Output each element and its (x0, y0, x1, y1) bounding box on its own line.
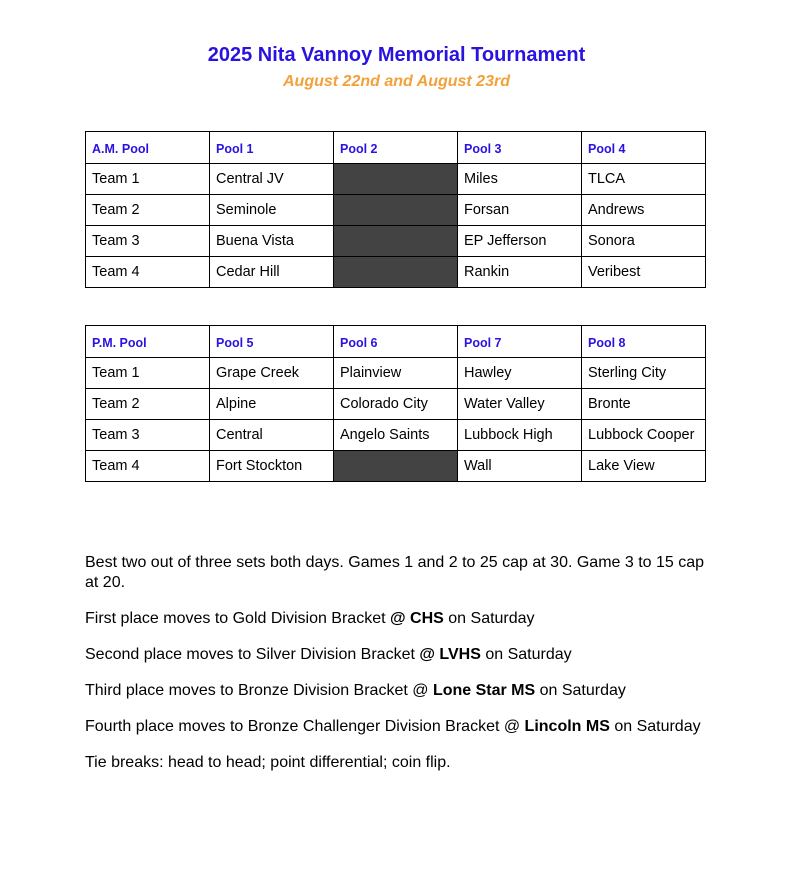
table-row (86, 226, 706, 257)
venue-bold: Lincoln MS (524, 718, 610, 735)
team-cell: Veribest (582, 257, 706, 288)
team-label: Team 4 (86, 451, 210, 482)
team-cell: Colorado City (334, 389, 458, 420)
note-text: Third place moves to Bronze Division Bracket @ (85, 682, 433, 699)
note-text: on Saturday (443, 610, 535, 627)
team-cell: Cedar Hill (210, 257, 334, 288)
empty-cell (334, 164, 458, 195)
empty-cell (334, 451, 458, 482)
table-row (86, 257, 706, 288)
venue-bold: Lone Star MS (432, 682, 536, 699)
team-cell: TLCA (582, 164, 706, 195)
team-cell: Sterling City (582, 358, 706, 389)
team-cell: Wall (458, 451, 582, 482)
team-label: Team 3 (86, 420, 210, 451)
table-row (86, 420, 706, 451)
header-cell: Pool 5 (210, 326, 334, 358)
header-cell: P.M. Pool (86, 326, 210, 358)
team-cell: Fort Stockton (210, 451, 334, 482)
venue-bold: @ CHS (390, 610, 444, 627)
team-label: Team 1 (86, 358, 210, 389)
tournament-notes (85, 553, 710, 789)
team-cell: Central (210, 420, 334, 451)
team-cell: EP Jefferson (458, 226, 582, 257)
team-cell: Grape Creek (210, 358, 334, 389)
team-label: Team 2 (86, 195, 210, 226)
empty-cell (334, 226, 458, 257)
table-row (86, 195, 706, 226)
fourth-place-note (85, 717, 710, 737)
tiebreak-note: Tie breaks: head to head; point differential; coin flip. (85, 754, 451, 771)
team-cell: Hawley (458, 358, 582, 389)
team-cell: Alpine (210, 389, 334, 420)
table-row (86, 389, 706, 420)
note-text: Fourth place moves to Bronze Challenger Division Bracket @ (85, 718, 525, 735)
team-label: Team 4 (86, 257, 210, 288)
team-cell: Seminole (210, 195, 334, 226)
page-subtitle: August 22nd and August 23rd (283, 73, 510, 90)
empty-cell (334, 195, 458, 226)
team-cell: Lubbock Cooper (582, 420, 706, 451)
format-note: Best two out of three sets both days. Games 1 and 2 to 25 cap at 30. Game 3 to 15 cap at 20. (85, 554, 705, 591)
third-place-note (85, 681, 710, 701)
table-row (86, 164, 706, 195)
header-cell: Pool 4 (582, 132, 706, 164)
table-row (86, 358, 706, 389)
header-cell: Pool 7 (458, 326, 582, 358)
note-text: on Saturday (609, 718, 701, 735)
first-place-note (85, 609, 710, 629)
team-cell: Sonora (582, 226, 706, 257)
team-cell: Lake View (582, 451, 706, 482)
table-header-row (86, 326, 706, 358)
team-cell: Buena Vista (210, 226, 334, 257)
header-cell: Pool 8 (582, 326, 706, 358)
team-cell: Miles (458, 164, 582, 195)
note-text: on Saturday (535, 682, 626, 699)
note-text: First place moves to Gold Division Bracket (85, 610, 390, 627)
am-pool-table (85, 131, 706, 288)
team-cell: Andrews (582, 195, 706, 226)
header-cell: Pool 6 (334, 326, 458, 358)
header-cell: Pool 3 (458, 132, 582, 164)
header-cell: Pool 2 (334, 132, 458, 164)
table-row (86, 451, 706, 482)
team-label: Team 3 (86, 226, 210, 257)
empty-cell (334, 257, 458, 288)
header-cell: Pool 1 (210, 132, 334, 164)
team-cell: Plainview (334, 358, 458, 389)
team-cell: Bronte (582, 389, 706, 420)
table-header-row (86, 132, 706, 164)
team-cell: Forsan (458, 195, 582, 226)
venue-bold: @ LVHS (419, 646, 481, 663)
header-cell: A.M. Pool (86, 132, 210, 164)
team-cell: Central JV (210, 164, 334, 195)
note-text: Second place moves to Silver Division Bracket (85, 646, 420, 663)
team-label: Team 2 (86, 389, 210, 420)
team-cell: Water Valley (458, 389, 582, 420)
note-text: on Saturday (480, 646, 572, 663)
page-title: 2025 Nita Vannoy Memorial Tournament (207, 44, 586, 66)
team-cell: Angelo Saints (334, 420, 458, 451)
team-cell: Rankin (458, 257, 582, 288)
second-place-note (85, 645, 710, 665)
team-cell: Lubbock High (458, 420, 582, 451)
team-label: Team 1 (86, 164, 210, 195)
pm-pool-table (85, 325, 706, 482)
